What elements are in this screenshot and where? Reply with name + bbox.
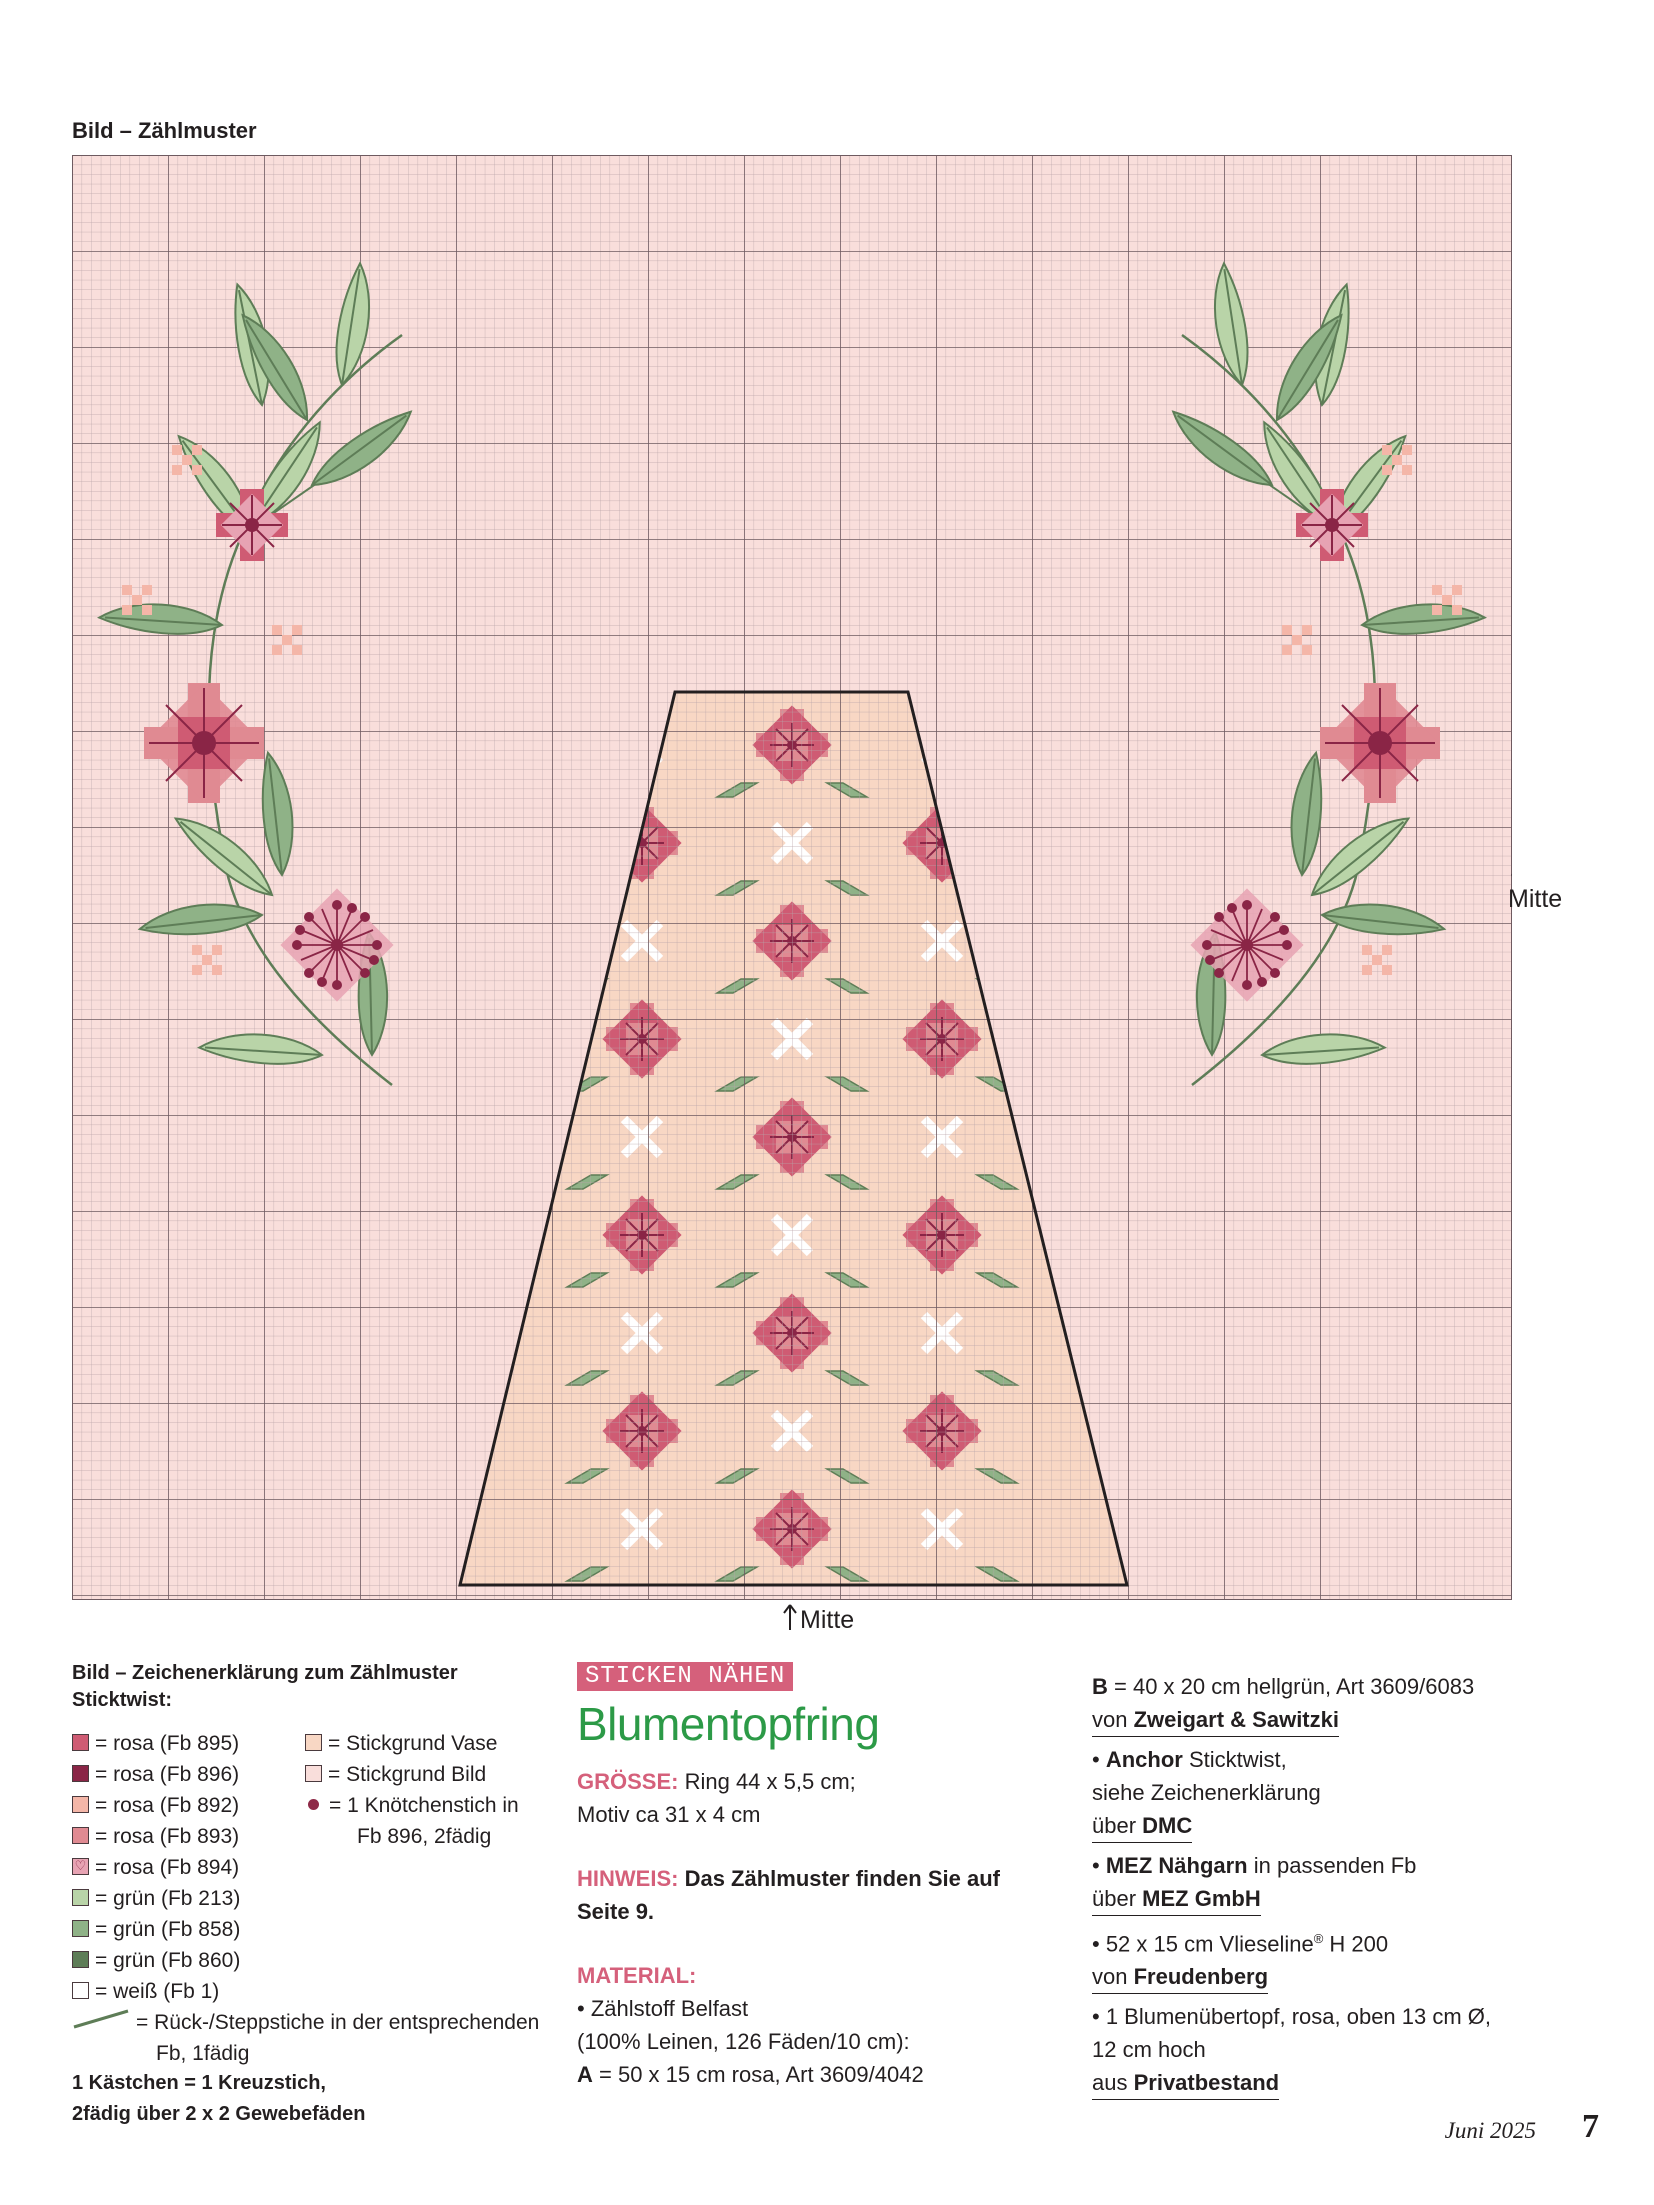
- material-anchor: • Anchor Sticktwist, siehe Zeichenerklärung über DMC: [1092, 1743, 1552, 1843]
- legend-item-knot-cont: Fb 896, 2fädig: [357, 1825, 492, 1848]
- legend-item-knot: = 1 Knötchenstich in: [305, 1790, 519, 1821]
- legend-item: = grün (Fb 213): [72, 1883, 539, 1914]
- mitte-label-right: Mitte: [1508, 885, 1563, 913]
- material-mez: • MEZ Nähgarn in passenden Fb über MEZ GmbH: [1092, 1849, 1552, 1916]
- color-swatch: [72, 1765, 89, 1782]
- material-info: MATERIAL: • Zählstoff Belfast (100% Leinen, 126 Fäden/10 cm): A = 50 x 15 cm rosa, Art 3609/4042: [577, 1963, 924, 2087]
- legend-list-2: [305, 1728, 519, 1852]
- issue-date: Juni 2025: [1444, 2118, 1536, 2143]
- color-swatch: [72, 1920, 89, 1937]
- legend-item: = rosa (Fb 892): [72, 1790, 539, 1821]
- legend-item: ♡ = rosa (Fb 894): [72, 1852, 539, 1883]
- legend-item: = grün (Fb 858): [72, 1914, 539, 1945]
- mitte-label-bottom: Mitte: [800, 1606, 855, 1634]
- material-vlieseline: • 52 x 15 cm Vlieseline® H 200 von Freudenberg: [1092, 1922, 1552, 1994]
- article-column: [577, 1662, 1037, 2091]
- french-knot-icon: [308, 1799, 319, 1810]
- color-swatch: [72, 1889, 89, 1906]
- legend-item: = Stickgrund Bild: [305, 1759, 519, 1790]
- legend-footnote: 1 Kästchen = 1 Kreuzstich, 2fädig über 2 x 2 Gewebefäden: [72, 2072, 366, 2125]
- legend-item: = weiß (Fb 1): [72, 1976, 539, 2007]
- category-tag: STICKEN NÄHEN: [577, 1662, 793, 1691]
- legend-title: [72, 1660, 458, 1714]
- hint-info: HINWEIS: Das Zählmuster finden Sie auf Seite 9.: [577, 1866, 1000, 1924]
- material-sources-column: [1092, 1670, 1552, 2100]
- legend-item: = rosa (Fb 895): [72, 1728, 539, 1759]
- color-swatch: [72, 1951, 89, 1968]
- legend-item: = rosa (Fb 896): [72, 1759, 539, 1790]
- color-swatch: [72, 1982, 89, 1999]
- color-swatch: [72, 1827, 89, 1844]
- legend-subheading: Sticktwist:: [72, 1689, 173, 1711]
- chart-title: Bild – Zählmuster: [72, 118, 257, 143]
- backstitch-line-icon: [72, 2007, 132, 2029]
- legend-item: = Stickgrund Vase: [305, 1728, 519, 1759]
- material-topf: • 1 Blumenübertopf, rosa, oben 13 cm Ø, 12 cm hoch aus Privatbestand: [1092, 2000, 1552, 2100]
- size-info: GRÖSSE: Ring 44 x 5,5 cm; Motiv ca 31 x 4 cm: [577, 1769, 856, 1827]
- legend-item-backstitch-cont: Fb, 1fädig: [156, 2042, 250, 2065]
- color-swatch: [305, 1734, 322, 1751]
- color-swatch: [72, 1734, 89, 1751]
- legend-item-backstitch: = Rück-/Steppstiche in der entsprechenden: [72, 2007, 539, 2038]
- legend-heading: Bild – Zeichenerklärung zum Zählmuster: [72, 1662, 458, 1684]
- legend-item: = rosa (Fb 893): [72, 1821, 539, 1852]
- arrow-up-icon: [782, 1602, 798, 1632]
- legend-item: = grün (Fb 860): [72, 1945, 539, 1976]
- cross-stitch-chart: [72, 155, 1512, 1600]
- article-title: Blumentopfring: [577, 1698, 880, 1750]
- page-number: 7: [1582, 2108, 1599, 2145]
- color-swatch: [305, 1765, 322, 1782]
- heart-swatch-icon: ♡: [72, 1858, 89, 1875]
- color-swatch: [72, 1796, 89, 1813]
- material-b: B = 40 x 20 cm hellgrün, Art 3609/6083 von Zweigart & Sawitzki: [1092, 1670, 1552, 1737]
